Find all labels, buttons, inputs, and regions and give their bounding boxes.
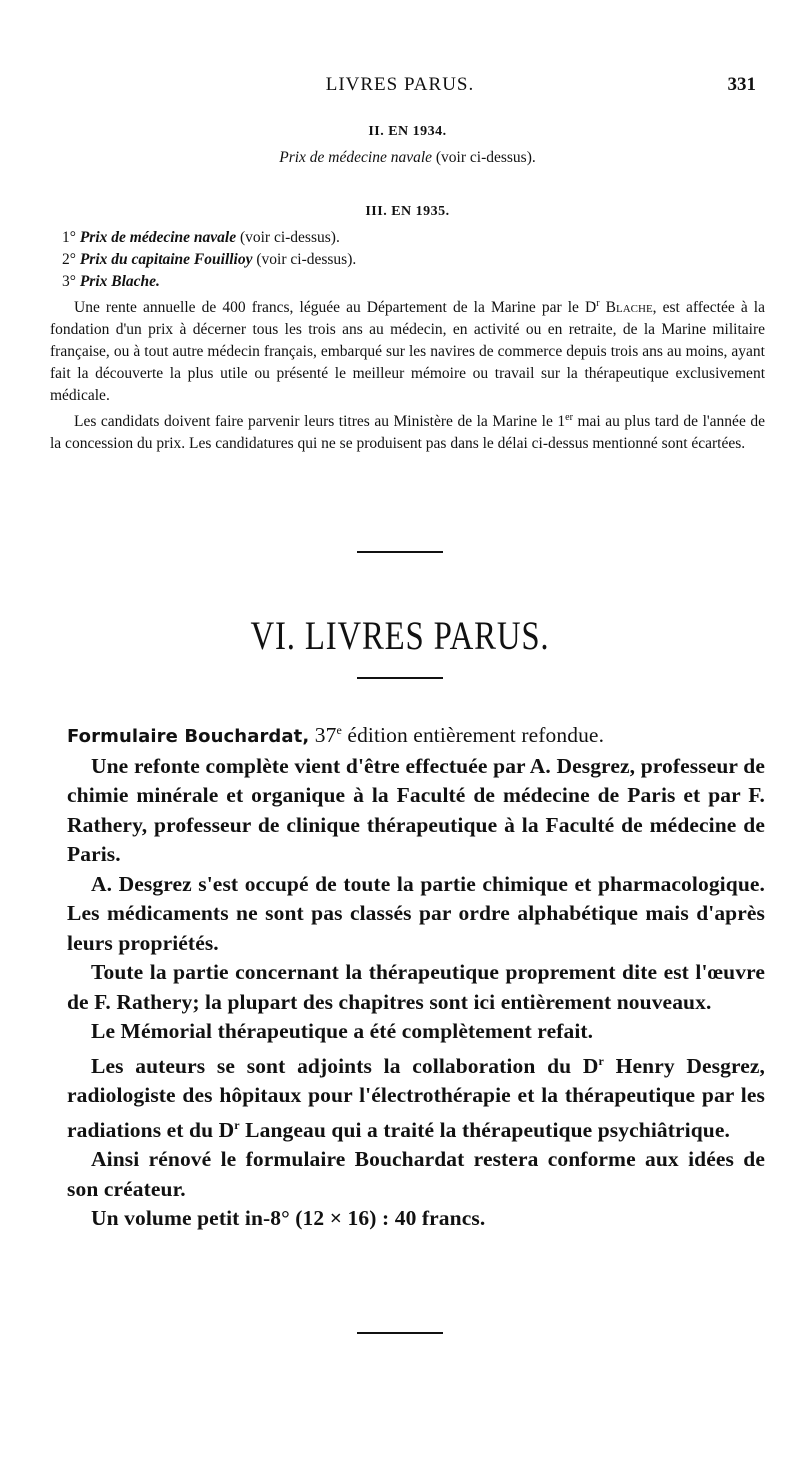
section-iii-item [50,249,765,271]
item-prize-name: Prix du capitaine Fouillioy [79,251,253,268]
section-iii-heading: III. EN 1935. [365,204,450,219]
page-number: 331 [727,74,756,95]
review-paragraph: A. Desgrez s'est occupé de toute la partie chimique et pharmacologique. Les médicaments ne sont pas classés par ordre alphabétique mais d'après leurs propriétés. [67,871,765,955]
section-ii-heading: II. EN 1934. [368,124,447,139]
review-paragraph: Une refonte complète vient d'être effectuée par A. Desgrez, professeur de chimie minérale et organique à la Faculté de médecine de Paris et par F. Rathery, professeur de clinique thérapeutique à la Faculté de médecine de Paris. [67,753,765,867]
volume-price: Un volume petit in-8° (12 × 16) : 40 francs. [91,1206,486,1231]
candidates-paragraph: Les candidats doivent faire parvenir leurs titres au Ministère de la Marine le 1er mai au plus tard de l'année de la concession du prix. Les candidatures qui ne se produisent pas dans le délai ci-dessus mentionné sont écartées. [50,412,765,453]
review-paragraph: Toute la partie concernant la thérapeutique proprement dite est l'œuvre de F. Rathery; la plupart des chapitres sont ici entièrement nouveaux. [67,960,765,1014]
divider-rule [357,1332,443,1334]
review-paragraph: Les auteurs se sont adjoints la collaboration du $D^r$ Henry Desgrez, radiologiste des hôpitaux pour l'électrothérapie et la thérapeutique par les radiations et du $D^r$ Langeau qui a traité la thérapeutique psychiâtrique. [67,1053,765,1142]
person-name: Blache [605,299,653,317]
item-prize-name: Prix de médecine navale [79,229,237,246]
divider-rule [357,677,443,679]
section-iii-item [50,271,765,293]
item-number: 1° [62,229,76,246]
section-ii-prize [50,147,765,169]
blache-paragraph: Une rente annuelle de 400 francs, léguée au Département de la Marine par le $D^r$ Blache, est affectée à la fondation d'un prix à décerner tous les trois ans au médecin, en activité ou en retraite, de la Marine militaire française, ou à tout autre médecin français, embarqué sur les navires de commerce depuis trois ans au moins, ayant fait la découverte la plus utile ou présenté le meilleur mémoire ou travail sur la thérapeutique exclusivement médicale. [50,298,765,405]
review-paragraph: Ainsi rénové le formulaire Bouchardat restera conforme aux idées de son créateur. [67,1147,765,1201]
section-iii-item [50,227,765,249]
item-number: 2° [62,251,76,268]
divider-rule [357,551,443,553]
section-ii-prize-name: Prix de médecine navale [279,149,433,166]
item-prize-ref: (voir ci-dessus). [239,229,340,246]
section-iii [50,201,765,455]
running-head [0,74,800,102]
review-paragraph: Le Mémorial thérapeutique a été complètement refait. [91,1019,594,1044]
book-title: Formulaire Bouchardat, [67,726,310,748]
item-prize-ref: (voir ci-dessus). [256,251,357,268]
item-prize-name: Prix Blache. [79,273,160,290]
running-title: LIVRES PARUS. [325,74,475,95]
book-edition: 37e édition entièrement refondue. [314,723,605,748]
chapter-title: VI. LIVRES PARUS. [250,613,550,658]
section-ii [50,121,765,169]
item-number: 3° [62,273,76,290]
section-ii-prize-ref: (voir ci-dessus). [435,149,536,166]
book-heading [67,716,765,752]
book-review [67,716,765,1234]
